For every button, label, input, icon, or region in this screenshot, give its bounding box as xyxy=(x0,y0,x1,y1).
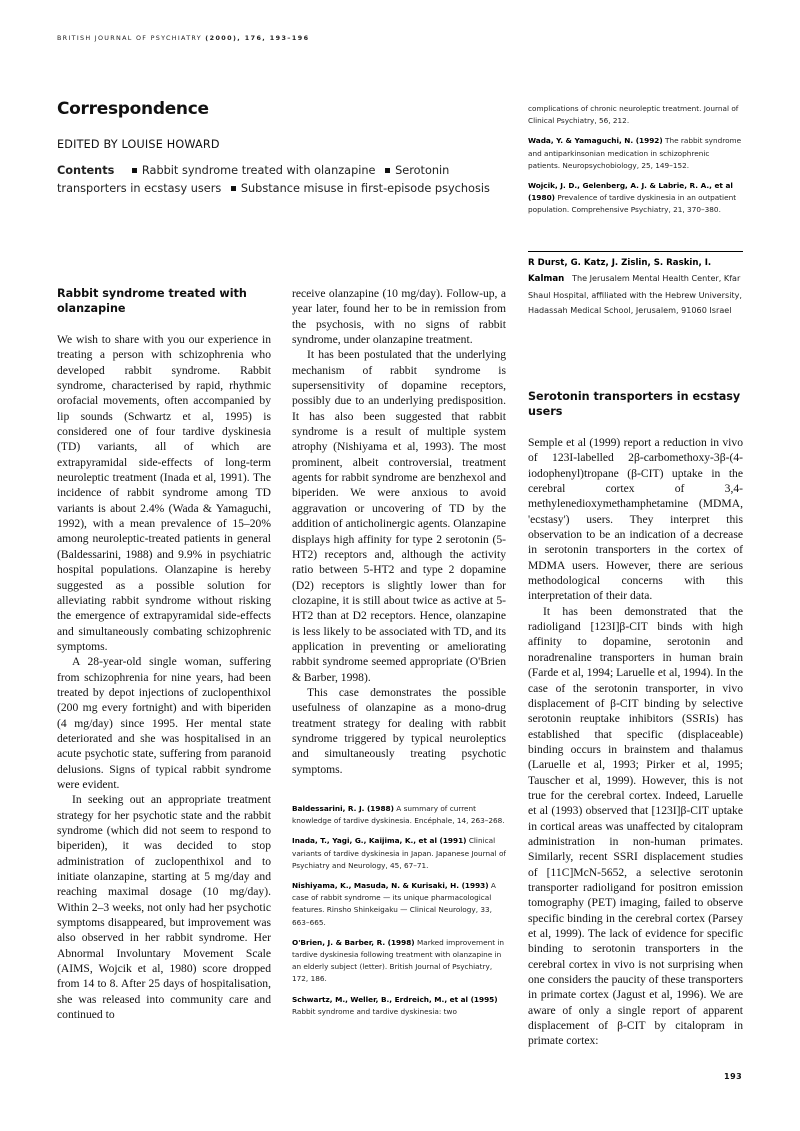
bullet-icon xyxy=(231,186,236,191)
paragraph: In seeking out an appropriate treatment strategy for her psychotic state and the rabbit syndrome (which did not seem to respond to biperiden), it was decided to stop administration of zuclopenthixol and to initiate olanzapine, starting at 5 mg/day and reaching maximal dosage (10 mg/day). Within 2–3 weeks, not only had her psychotic symptoms disappeared, but improvement was also observed in her rabbit syndrome. Her Abnormal Involuntary Movement Scale (AIMS, Wojcik et al, 1980) score dropped from 14 to 8. After 25 days of hospitalisation, she was released into community care and continued to xyxy=(57,793,271,1022)
reference-authors: Wada, Y. & Yamaguchi, N. (1992) xyxy=(528,136,663,146)
paragraph: It has been demonstrated that the radioligand [123I]β-CIT binds with high affinity to dopamine, serotonin and noradrenaline transporters in human brain (Farde et al, 1994; Laruelle et al, 1994). In the case of the serotonin transporter, in vivo displacement of β-CIT binding by selective serotonin reuptake inhibitors (SSRIs) has established that specific (displaceable) binding occurs in brainstem and thalamus (Laruelle et al, 1993; Pirker et al, 1995; Tauscher et al, 1999). However, this is not true for the cerebral cortex. Indeed, Laruelle et al (1993) observed that [123I]β-CIT uptake in cortical areas was unaffected by citalopram administration in non-human primates. Similarly, recent SSRI displacement studies of [11C]McN-5652, a selective serotonin transporter radioligand for positron emission tomography (PET) imaging, failed to observe specific binding in the cerebral cortex (Parsey et al, 1999). The lack of evidence for specific binding to serotonin transporters in the cerebral cortex in vivo is not surprising when one considers the paucity of these transporters in primate cortex (Jagust et al, 1996). We are aware of only a single report of apparent displacement of β-CIT by citalopram in primate cortex: xyxy=(528,604,743,1048)
divider xyxy=(528,251,743,252)
paragraph: This case demonstrates the possible usefulness of olanzapine as a mono-drug treatment strategy for dealing with rabbit syndrome triggered by typical neuroleptics and simultaneously treating psychotic symptoms. xyxy=(292,685,506,776)
article-2 xyxy=(528,389,743,1049)
contents-label: Contents xyxy=(57,164,115,177)
journal-name: BRITISH JOURNAL OF PSYCHIATRY xyxy=(57,34,202,42)
reference-item xyxy=(528,103,743,127)
article-title: Serotonin transporters in ecstasy users xyxy=(528,390,741,418)
contents-item[interactable]: Rabbit syndrome treated with olanzapine xyxy=(141,164,376,177)
author-block xyxy=(528,255,743,318)
reference-item xyxy=(292,803,506,827)
bullet-icon xyxy=(385,168,390,173)
reference-authors: Inada, T., Yagi, G., Kaijima, K., et al (1991) xyxy=(292,836,467,846)
paragraph: Semple et al (1999) report a reduction in vivo of 123I-labelled 2β-carbomethoxy-3β-(4-iodophenyl)tropane (β-CIT) uptake in the cerebral cortex of 3,4-methylenedioxymethamphetamine (MDMA, 'ecstasy') users. They interpret this observation to be an indication of a decrease in serotonin transporters in the cortex of MDMA users. However, there are serious methodological concerns with this interpretation of their data. xyxy=(528,436,743,603)
author-affiliation: The Jerusalem Mental Health Center, Kfar Shaul Hospital, affiliated with the Hebrew University, Hadassah Medical School, Jerusalem, 91060 Israel xyxy=(528,273,742,315)
paragraph: It has been postulated that the underlying mechanism of rabbit syndrome is supersensitivity of dopamine receptors, possibly due to an underlying predisposition. It has also been suggested that rabbit syndrome is a result of multiple system atrophy (Nishiyama et al, 1993). The most prominent, albeit controversial, treatment agents for rabbit syndrome are benzhexol and biperiden. We were anxious to avoid aggravation or uncovering of TD by the addition of anticholinergic agents. Olanzapine displays high affinity for type 2 serotonin (5-HT2) receptors and, although the activity ratio between 5-HT2 and type 2 dopamine (D2) receptors is slightly lower than for clozapine, it is still about twice as active at 5-HT2 than at D2 receptors. Hence, olanzapine is less likely to be associated with TD, and its application in preventing or ameliorating rabbit syndrome seemed appropriate (O'Brien & Barber, 1998). xyxy=(292,348,506,684)
reference-text: Rabbit syndrome and tardive dyskinesia: two xyxy=(292,1006,457,1016)
paragraph: A 28-year-old single woman, suffering from schizophrenia for nine years, had been treated by depot injections of zuclopenthixol (200 mg every fortnight) and with biperiden (4 mg/day) since 1995. Her mental state deteriorated and she was hospitalised in an acute psychotic state, suffering from paranoid delusions. Signs of typical rabbit syndrome were evident. xyxy=(57,655,271,791)
reference-text: The rabbit syndrome and antiparkinsonian medication in schizophrenic patients. Neuropsychobiology, 25, 149–152. xyxy=(528,136,742,170)
references-continued xyxy=(528,103,743,225)
column-2 xyxy=(292,286,506,1026)
contents-item[interactable]: Substance misuse in first-episode psychosis xyxy=(240,182,490,195)
reference-authors: Wojcik, J. D., Gelenberg, A. J. & Labrie, R. A., et al (1980) xyxy=(528,181,733,203)
reference-authors: Schwartz, M., Weller, B., Erdreich, M., et al (1995) xyxy=(292,994,498,1004)
reference-item xyxy=(528,135,743,172)
article-title: Rabbit syndrome treated with olanzapine xyxy=(57,287,247,315)
editor-line: EDITED BY LOUISE HOWARD xyxy=(57,138,220,151)
bullet-icon xyxy=(132,168,137,173)
section-title: Correspondence xyxy=(57,99,209,119)
journal-citation: (2000), 176, 193–196 xyxy=(205,34,310,42)
references-list xyxy=(292,803,506,1018)
reference-text: Clinical variants of tardive dyskinesia in Japan. Japanese Journal of Psychiatry and Neurology, 45, 67–71. xyxy=(292,836,506,870)
reference-text: A summary of current knowledge of tardive dyskinesia. Encéphale, 14, 263–268. xyxy=(292,804,505,826)
article-body xyxy=(57,332,271,1022)
author-names: R Durst, G. Katz, J. Zislin, S. Raskin, I. Kalman xyxy=(528,258,712,285)
reference-item xyxy=(292,994,506,1018)
reference-authors: O'Brien, J. & Barber, R. (1998) xyxy=(292,937,415,947)
running-head xyxy=(57,34,309,42)
reference-text: Prevalence of tardive dyskinesia in an outpatient population. Comprehensive Psychiatry, 21, 370–380. xyxy=(528,193,737,215)
reference-text: Marked improvement in tardive dyskinesia following treatment with olanzapine in an elderly subject (letter). British Journal of Psychiatry, 172, 186. xyxy=(292,937,505,984)
page-number: 193 xyxy=(724,1072,743,1081)
reference-authors: Nishiyama, K., Masuda, N. & Kurisaki, H. (1993) xyxy=(292,881,489,891)
reference-text: complications of chronic neuroleptic treatment. Journal of Clinical Psychiatry, 56, 212. xyxy=(528,104,739,126)
paragraph: We wish to share with you our experience in treating a person with schizophrenia who developed rabbit syndrome. Rabbit syndrome, characterised by rapid, rhythmic orofacial movements, often accompanied by lip sounds (Schwartz et al, 1995) is considered one of four tardive dyskinesia (TD) variants, all of which are extrapyramidal side-effects of long-term neuroleptic treatment (Inada et al, 1991). The incidence of rabbit syndrome among TD variants is about 2.4% (Wada & Yamaguchi, 1992), with a mean prevalence of 15–20% among neuroleptic-treated patients in general (Baldessarini, 1988) and 9.9% in psychiatric hospital populations. Olanzapine is hereby suggested as a possible solution for alleviating rabbit syndrome without risking the emergence of extrapyramidal side-effects and simultaneously combating schizophrenic symptoms. xyxy=(57,333,271,653)
contents-item[interactable]: Serotonin transporters in ecstasy users xyxy=(57,164,450,195)
contents-list xyxy=(57,162,497,198)
reference-item xyxy=(528,180,743,217)
reference-item xyxy=(292,937,506,986)
column-1 xyxy=(57,286,271,1022)
article-body xyxy=(528,435,743,1049)
reference-item xyxy=(292,835,506,872)
reference-item xyxy=(292,880,506,929)
reference-authors: Baldessarini, R. J. (1988) xyxy=(292,804,394,813)
reference-text: A case of rabbit syndrome — its unique pharmacological features. Rinsho Shinkeigaku — Clinical Neurology, 33, 663–665. xyxy=(292,881,496,927)
article-body xyxy=(292,286,506,777)
paragraph: receive olanzapine (10 mg/day). Follow-up, a year later, found her to be in remission from the psychosis, with no signs of rabbit syndrome, under olanzapine treatment. xyxy=(292,287,506,347)
